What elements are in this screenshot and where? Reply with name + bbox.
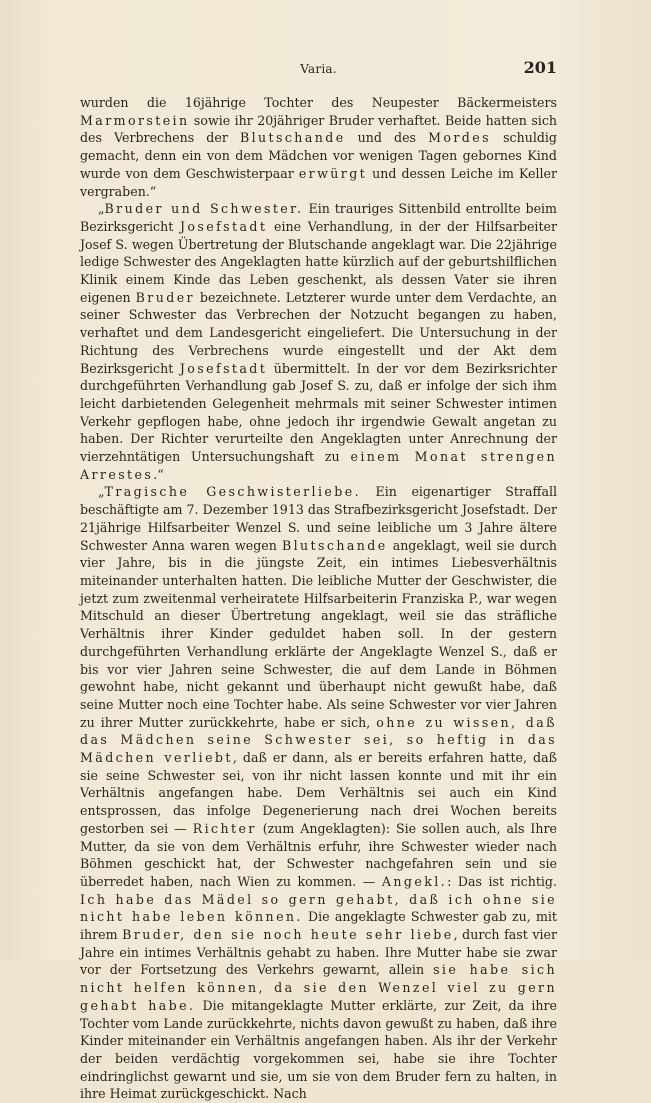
running-title: Varia. [300,62,337,76]
text-segment: , durch fast vier Jahre ein intimes Verhältnis gehabt zu haben. Ihre Mutter habe sie zwar vor der Fortsetzung des Verkehrs gewarnt, allein [80,927,557,978]
text-segment: Ein trauriges Sittenbild entrollte beim Bezirksgericht [80,201,557,234]
text-segment: .“ [153,466,164,482]
text-segment: (zum Angeklagten): Sie sollen auch, als Ihre Mutter, da sie von dem Verhältnis erfuhr, ihre Schwester wieder nach Böhmen geschickt hat, der Schwester nachgefahren sein und sie überredet haben, nach Wien zu kommen. — [80,820,557,889]
paragraph [80,483,557,1103]
text-segment: bezeichnete. Letzterer wurde unter dem Verdachte, an seiner Schwester das Verbrechen der Notzucht begangen zu haben, verhaftet und dem Landesgericht eingeliefert. Die Untersuchung in der Richtung des Verbrechens wurde eingestellt und der Akt dem Bezirksgericht [80,289,557,376]
spaced-emphasis-text: Blutschande [239,130,346,146]
text-segment: wurden die 16jährige Tochter des Neupester Bäckermeisters [80,95,557,110]
page-header [80,58,557,86]
spaced-emphasis-text: Richter [192,820,257,836]
paragraph [80,200,557,483]
text-segment: „ [98,201,105,217]
spaced-emphasis-text: ohne zu wissen, daß das Mädchen seine Schwester sei, so heftig in das Mädchen verliebt [80,714,557,766]
text-segment: eine Verhandlung, in der der Hilfsarbeiter Josef S. wegen Übertretung der Blutschande angeklagt war. Die 22jährige ledige Schwester des Angeklagten hatte kürzlich auf der geburtshilflichen Klinik einem Kinde das Leben geschenkt, als dessen Vater sie ihren eigenen [80,218,557,305]
text-segment: Die mitangeklagte Mutter erklärte, zur Zeit, da ihre Tochter vom Lande zurückkehrte, nichts davon gewußt zu haben, daß ihre Kinder miteinander ein Verhältnis angefangen haben. Als ihr der Verkehr der beiden verdächtig vorgekommen sei, habe sie ihre Tochter eindringlichst gewarnt und sie, um sie von dem Bruder fern zu halten, in ihre Heimat zurückgeschickt. Nach [80,997,557,1102]
text-segment: Die angeklagte Schwester gab zu, mit ihrem [80,909,557,943]
spaced-emphasis-text: Marmorstein [80,112,190,128]
spaced-emphasis-text: Ich habe das Mädel so gern gehabt, daß ich ohne sie nicht habe leben können. [80,891,557,925]
text-segment: und des [345,130,429,146]
spaced-emphasis-text: Angekl. [381,873,448,889]
body-text [80,94,557,1103]
text-segment: , daß er dann, als er bereits erfahren hatte, daß sie seine Schwester sei, von ihr nicht lassen konnte und mit ihr ein Verhältnis angefangen habe. Dem Verhältnis sei auch ein Kind entsprossen, das infolge Degenerierung nach drei Wochen bereits gestorben sei — [80,750,557,836]
spaced-emphasis-text: Bruder [135,289,195,305]
spaced-emphasis-text: einem Monat strengen Arrestes [80,449,557,482]
spaced-emphasis-text: Tragische Geschwisterliebe. [104,484,361,500]
spaced-emphasis-text: Bruder und Schwester. [104,201,304,217]
spaced-emphasis-text: sie habe sich nicht helfen können, da sie den Wenzel viel zu gern gehabt habe. [80,962,557,1013]
text-segment: sowie ihr 20jähriger Bruder verhaftet. Beide hatten sich des Verbrechens der [80,112,557,146]
paragraph [80,94,557,200]
text-segment: schuldig gemacht, denn ein von dem Mädchen vor wenigen Tagen gebornes Kind wurde von dem Geschwisterpaar [80,130,557,181]
spaced-emphasis-text: erwürgt [298,165,368,181]
spaced-emphasis-text: Mordes [428,130,491,146]
spaced-emphasis-text: Josefstadt [179,360,268,376]
text-segment: Ein eigenartiger Straffall beschäftigte am 7. Dezember 1913 das Strafbezirksgericht Josefstadt. Der 21jährige Hilfsarbeiter Wenzel S. und seine leibliche um 3 Jahre ältere Schwester Anna waren wegen [80,484,558,553]
spaced-emphasis-text: Bruder, den sie noch heute sehr liebe [122,927,454,943]
text-segment: und dessen Leiche im Keller vergraben.“ [80,165,557,199]
spaced-emphasis-text: Josefstadt [179,218,268,234]
page-number: 201 [523,58,557,77]
text-segment: angeklagt, weil sie durch vier Jahre, bis in die jüngste Zeit, ein intimes Liebesverhältnis miteinander unterhalten hatten. Die leibliche Mutter der Geschwister, die jetzt zum zweitenmal verheiratete Hilfsarbeiterin Franziska P., war wegen Mitschuld an dieser Übertretung angeklagt, weil sie das sträfliche Verhältnis ihrer Kinder geduldet haben soll. In der gestern durchgeführten Verhandlung erklärte der Angeklagte Wenzel S., daß er bis vor vier Jahren seine Schwester, die auf dem Lande in Böhmen gewohnt habe, nicht gekannt und überhaupt nicht gewußt habe, daß seine Mutter noch eine Tochter habe. Als seine Schwester vor vier Jahren zu ihrer Mutter zurückkehrte, habe er sich, [80,537,557,730]
text-segment: übermittelt. In der vor dem Bezirksrichter durchgeführten Verhandlung gab Josef S. zu, daß er infolge der sich ihm leicht darbietenden Gelegenheit mehrmals mit seiner Schwester intimen Verkehr gepflogen habe, ohne jedoch ihr irgendwie Gewalt angetan zu haben. Der Richter verurteilte den Angeklagten unter Anrechnung der vierzehntätigen Untersuchungshaft zu [80,360,558,465]
spaced-emphasis-text: Blutschande [281,537,388,553]
text-segment: : Das ist richtig. [447,873,557,889]
text-segment: „ [98,484,105,500]
